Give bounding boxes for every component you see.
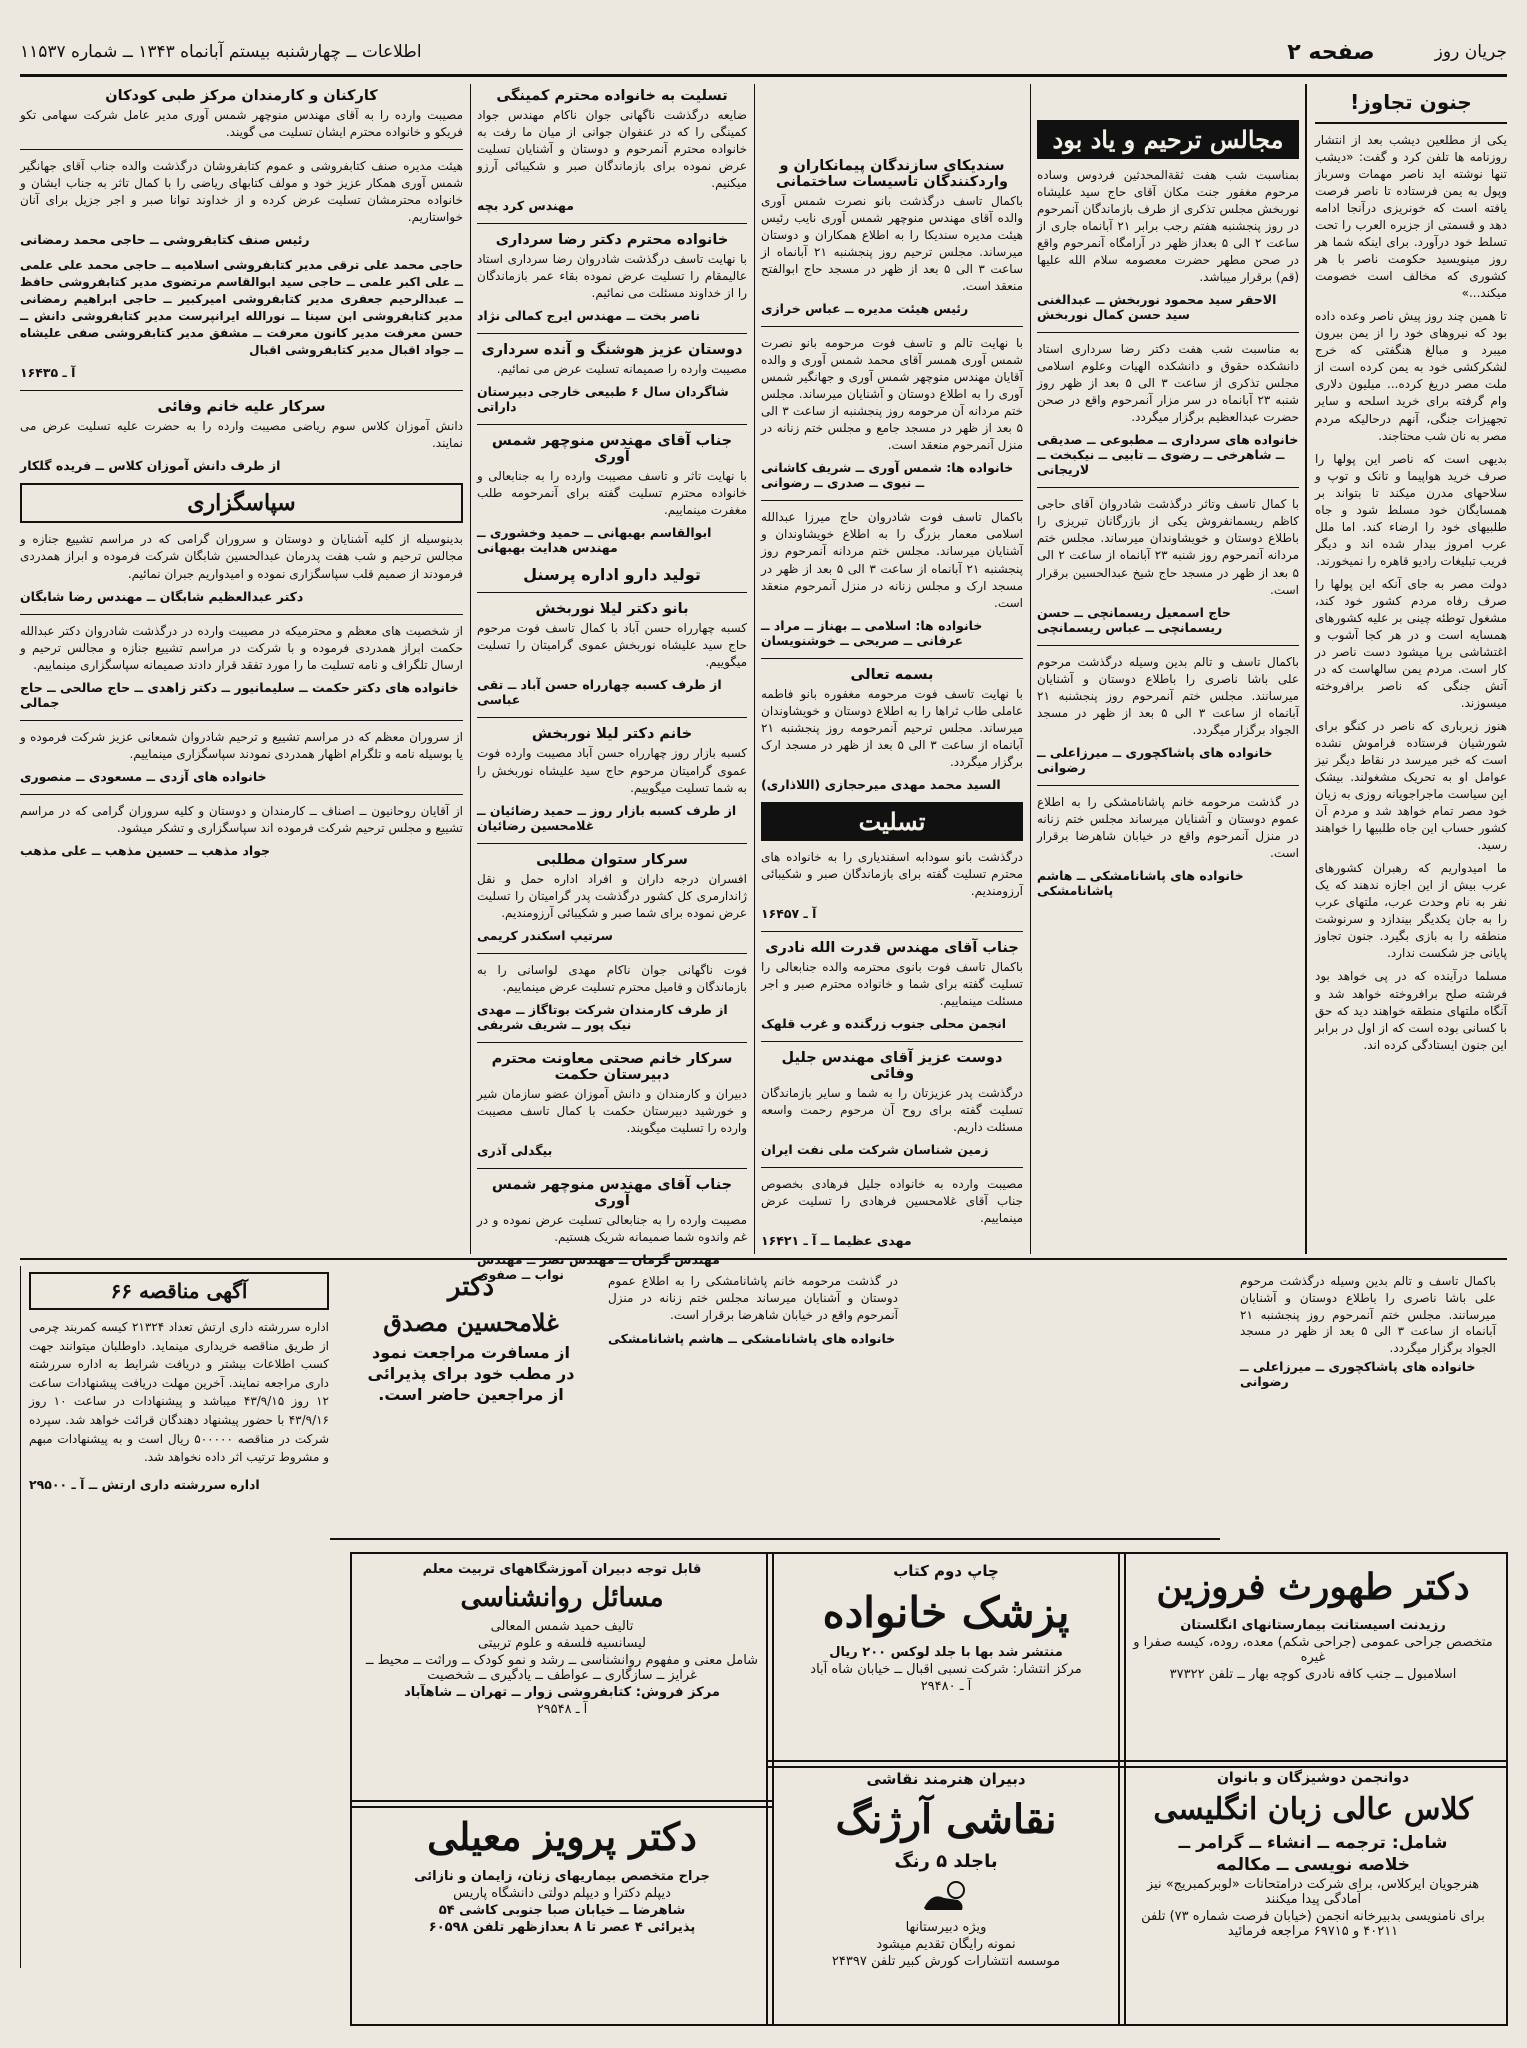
notice-title: بسمه تعالی	[850, 666, 934, 683]
notice-signature: خانواده های دکتر حکمت ــ سلیمانیور ــ دکتر زاهدی ــ حاج صالحی ــ حاج جمالی	[20, 679, 459, 710]
divider	[1037, 332, 1299, 333]
notice-text: با نهایت تالم و تاسف فوت مرحومه بانو نصرت شمس آوری همسر آقای محمد شمس آوری و والده آقایان مهندس منوچهر شمس آوری و جهانگیر شمس آوری را به اطلاع دوستان و آشنایان میرساند. مجلس ختم مردانه آن مرحومه روز پنجشنبه از ساعت ۳ الی ۵ بعد از ظهر در مسجد جامع و مجلس ختم زنانه در منزل آنمرحوم منعقد است.	[761, 336, 1023, 453]
divider	[477, 333, 747, 334]
memorial-notice	[1037, 794, 1299, 898]
notice-signature: بیگدلی آذری	[477, 1142, 553, 1158]
notice-text: از سروران معظم که در مراسم تشییع و ترحیم شادروان شمعانی عزیز شرکت فرموده و یا بوسیله نامه و تلگرام اظهار همدردی نمودند سپاسگزاری مینماییم.	[20, 729, 463, 761]
notice-text: درگذشت پدر عزیزتان را به شما و سایر بازماندگان تسلیت گفته برای روح آن مرحوم رحمت واسعه مسئلت داریم.	[761, 1085, 1023, 1134]
editorial-paragraph: مسلما درآینده که در پی خواهد بود فرشته صلح برافروخته خواهد شد و آنگاه ملتهای منطقه خواهند دید که حق با کسانی بوده است که از اول در برابر این جنون ایستادگی کرده اند.	[1315, 969, 1507, 1052]
divider	[477, 223, 747, 224]
notice-text: باکمال تاسف و تالم بدین وسیله درگذشت مرحوم علی باشا ناصری را باطلاع دوستان و آشنایان میرسانند. مجلس ختم آنمرحوم روز پنجشنبه ۲۱ آبانماه از ساعت ۳ الی ۵ بعد از ظهر در مسجد الجواد برگزار میگردد.	[1037, 654, 1299, 737]
memorial-notice	[1037, 654, 1299, 775]
ad-line: مرکز انتشار: شرکت نسبی اقبال ــ خیابان شاه آباد	[810, 1662, 1082, 1677]
notice-text: حاجی محمد علی ترقی مدیر کتابفروشی اسلامیه ــ حاجی محمد علی علمی ــ علی اکبر علمی ــ حاجی سید ابوالقاسم مرتضوی مدیر کتابفروشی حافظ ــ عبدالرحیم جعفری مدیر کتابفروشی امیرکبیر ــ حاجی ابراهیم رمضانی مدیر کتابفروشی ابن سینا ــ نورالله ایرانپرست مدیر کتابفروشی دانش ــ حسن معرفت مدیر کانون معرفت ــ مشفق مدیر کتابفروشی صفی علیشاه ــ جواد اقبال مدیر کتابفروشی اقبال	[20, 258, 463, 358]
divider	[761, 658, 1023, 659]
editorial-paragraph: یکی از مطلعین دیشب بعد از انتشار روزنامه ها تلفن کرد و گفت: «دیشب تنها نوشته اید ناصر مهمات وسرباز وپول به یمن فرستاده تا ناصر فرصت یافته است که خونریزی درآنجا ادامه دهد و قسمتی از جزیره العرب را تحت تسلط خود درآورد. برای اینکه شما هر روز مینویسید حکومت ناصر با هر کشوری که مخالف است خصومت میکند...»	[1315, 133, 1507, 301]
editorial-paragraph: هنوز زیرباری که ناصر در کنگو برای شورشیان فرستاده فراموش نشده است که خبر میرسد در نقاط دیگر نیز عوامل او به تحریک مشغولند. بیشک این سیاست ماجراجویانه روزی به زیان خود مصر تمام خواهد شد و مردم آن کشور حساب این جاه طلبیها را خواهند رسید.	[1315, 719, 1507, 853]
tender-text: اداره سررشته داری ارتش تعداد ۲۱۳۲۴ کیسه کمربند چرمی از طریق مناقصه خریداری مینماید. داوطلبان میتوانند جهت کسب اطلاعات بیشتر و دریافت شرایط به اداره سررشته داری مراجعه نمایند. آخرین مهلت دریافت پیشنهادات ساعت ۱۲ روز ۴۳/۹/۱۵ میباشد و پیشنهادات در ساعت ۱۰ روز ۴۳/۹/۱۶ با حضور پیشنهاد دهندگان قرائت خواهد شد. سپرده شرکت در مناقصه ۵۰۰۰۰۰ ریال است و به پیشنهادات مبهم و مشروط ترتیب اثر داده نخواهد شد.	[29, 1320, 330, 1465]
notice-title: خانواده محترم دکتر رضا سرداری	[495, 232, 729, 249]
lower-right-notice	[1232, 1266, 1504, 1548]
column-rule	[1305, 84, 1307, 1254]
lion-sun-emblem-icon	[776, 1878, 1116, 1914]
notice-text: فوت ناگهانی جوان ناکام مهدی لواسانی را به بازماندگان و فامیل محترم تسلیت عرض مینماییم.	[477, 962, 747, 994]
notice	[477, 962, 747, 1032]
notice	[761, 158, 1023, 316]
header-right	[1287, 40, 1507, 65]
notice-text: بدینوسیله از کلیه آشنایان و دوستان و سروران گرامی که در مراسم تشییع جنازه و مجالس ترحیم و شب هفت پدرمان عبدالحسین شابگان شرکت فرموده و ابراز همدردی فرمودند از صمیم قلب سپاسگزاری نموده و امیدواریم جبران نمائیم.	[20, 532, 463, 581]
ad-line: دبیران هنرمند نقاشی	[866, 1770, 1026, 1788]
notice-signature: آ ـ ۱۶۴۵۷	[761, 905, 817, 921]
tender-signature: اداره سررشته داری ارتش ــ آ ـ ۲۹۵۰۰	[29, 1476, 260, 1492]
notice	[761, 335, 1023, 490]
notice-text: مصیبت وارده را صمیمانه تسلیت عرض می نمائیم.	[496, 362, 747, 377]
divider	[477, 592, 747, 593]
notice-title: سرکار ستوان مطلبی	[536, 851, 688, 868]
editorial-paragraph: ما امیدواریم که رهبران کشورهای عرب بیش از این اجازه ندهند که یک نفر به نام وحدت عرب، ملتهای عرب را به جان یکدیگر بیندازد و سرنوشت منطقه را به بازی بگیرد. جنون تجاوز پایانی جز شکست ندارد.	[1315, 861, 1507, 961]
editorial-body	[1315, 132, 1507, 1054]
notice-text: از آقایان روحانیون ــ اصناف ــ کارمندان و دوستان و کلیه سروران گرامی که در مراسم تشییع و مجلس ترحیم شرکت فرموده اند سپاسگزاری و تشکر میشود.	[20, 803, 463, 835]
divider	[477, 843, 747, 844]
notice-signature: زمین شناسان شرکت ملی نفت ایران	[761, 1142, 989, 1158]
doctor-moali-ad	[350, 1800, 774, 2026]
editorial-paragraph: دولت مصر به جای آنکه این پولها را صرف رفاه مردم کشور خود کند، مشغول توطئه چینی بر علیه کشورهای همسایه است و در هر کجا آشوب و اغتشاشی برپا میشود دست ناصر در کار است. مردم یمن سالهاست که در آتش جنگی که ناصر برافروخته میسوزند.	[1315, 576, 1507, 710]
ad-title: دکتر	[447, 1272, 495, 1302]
notice-signature: از طرف دانش آموزان کلاس ــ فریده گلکار	[20, 458, 281, 474]
notice-text: مصیبت وارده را به جنابعالی تسلیت عرض نموده و در غم واندوه شما صمیمانه شریک هستیم.	[477, 1212, 747, 1244]
notice	[20, 88, 463, 141]
divider	[20, 614, 463, 615]
ad-line: لیسانسیه فلسفه و علوم تربیتی	[478, 1636, 646, 1651]
ad-code: آ ـ ۲۹۵۴۸	[536, 1702, 588, 1717]
notice-text: باکمال تاسف درگذشت بانو نصرت شمس آوری والده آقای مهندس منوچهر شمس آوری نایب رئیس هیئت مدیره سندیکا را به اطلاع همکاران و دوستان میرساند. مجلس ترحیم روز پنجشنبه ۲۱ آبانماه از ساعت ۳ الی ۵ بعد از ظهر در مسجد حاج ابوالفتح منعقد است.	[761, 194, 1024, 294]
notice-signature: سرتیپ اسکندر کریمی	[477, 927, 613, 943]
ad-line: متخصص جراحی عمومی (جراحی شکم) معده، روده، کیسه صفرا و غیره	[1133, 1635, 1493, 1665]
notice-signature: حاج اسمعیل ریسمانچی ــ حسن ریسمانچی ــ عباس ریسمانچی	[1037, 604, 1231, 635]
book-title: نقاشی آرژنگ	[835, 1796, 1057, 1843]
notice	[477, 88, 747, 213]
section-title: جریان روز	[1434, 42, 1507, 62]
ad-line: در مطب خود برای پذیرائی	[367, 1364, 575, 1383]
condolence-banner: تسلیت	[761, 802, 1023, 841]
notice-title: جناب آقای مهندس منوچهر شمس آوری	[491, 1176, 733, 1209]
memorial-notices-continued	[600, 1266, 906, 1578]
psychology-book-ad	[350, 1552, 774, 1808]
notice	[477, 1051, 747, 1158]
notice-signature: خانواده ها: اسلامی ــ بهناز ــ مراد ــ عرفانی ــ صریحی ــ خوشنویسان	[761, 617, 983, 648]
notice-text: باکمال تاسف فوت بانوی محترمه والده جنابعالی را تسلیت گفته برای شما و خانواده محترم صبر و اجر مسئلت مینماییم.	[761, 959, 1023, 1008]
ad-line: پذیرائی ۴ عصر تا ۸ بعدازظهر تلفن ۶۰۵۹۸	[428, 1920, 696, 1935]
continued-notice-signature: خانواده های پاشانامشکی ــ هاشم پاشانامشکی	[608, 1331, 896, 1347]
divider	[477, 953, 747, 954]
notice-text: مصیبت وارده را به آقای مهندس منوچهر شمس آوری مدیر عامل شرکت سهامی تکو فریکو و خانواده محترم ایشان تسلیت می گویند.	[20, 108, 463, 140]
divider	[20, 149, 463, 150]
memorial-notice	[1037, 341, 1299, 477]
notice	[20, 257, 463, 380]
notice-signature: خانواده های سرداری ــ مطبوعی ــ صدیقی ــ شاهرخی ــ رضوی ــ تابیی ــ نیکبخت ــ لاریجانی	[1037, 432, 1299, 478]
doctor-name: دکتر طهورث فروزین	[1156, 1566, 1470, 1608]
notice-text: باکمال تاسف و تالم بدین وسیله درگذشت مرحوم علی باشا ناصری را باطلاع دوستان و آشنایان میرسانند. مجلس ختم آنمرحوم روز پنجشنبه ۲۱ آبانماه از ساعت ۳ الی ۵ بعد از ظهر در مسجد الجواد برگزار میگردد.	[1240, 1274, 1496, 1356]
notice-signature: از طرف کسبه چهارراه حسن آباد ــ تقی عباسی	[477, 677, 722, 708]
ad-line: اسلامبول ــ جنب کافه نادری کوچه بهار ــ تلفن ۳۷۳۲۲	[1169, 1667, 1457, 1682]
notice-text: مصیبت وارده به خانواده جلیل فرهادی بخصوص جناب آقای غلامحسین فرهادی را تسلیت عرض مینماییم.	[761, 1177, 1023, 1226]
ads-top-rule	[20, 1258, 1507, 1260]
notice-signature: از طرف کارمندان شرکت بوتاگاز ــ مهدی نیک پور ــ شریف شریفی	[477, 1001, 728, 1032]
condolence-column-b	[477, 84, 747, 1282]
notice-title: دوست عزیز آقای مهندس جلیل وفائی	[781, 1049, 1003, 1082]
doctor-name: غلامحسین مصدق	[383, 1308, 559, 1337]
notice	[477, 232, 747, 323]
ads-mid-rule	[330, 1538, 1220, 1540]
notice-title: تسلیت به خانواده محترم کمینگی	[496, 88, 728, 104]
family-doctor-book-ad	[766, 1552, 1126, 1768]
ad-line: از مسافرت مراجعت نمود	[372, 1343, 570, 1362]
ad-line: برای نامنویسی بدبیرخانه انجمن (خیابان فرصت شماره ۷۳) تلفن ۴۰۲۱۱ و ۶۹۷۱۵ مراجعه فرمائید	[1141, 1909, 1485, 1939]
ad-line: دوانجمن دوشیزگان و بانوان	[1216, 1770, 1410, 1786]
ad-line: جراح متخصص بیماریهای زنان، زایمان و نازائی	[414, 1869, 710, 1884]
notice-signature: خانواده های پاشانامشکی ــ هاشم پاشانامشکی	[1037, 867, 1244, 898]
notice-signature: جواد مذهب ــ حسین مذهب ــ علی مذهب	[20, 842, 271, 858]
book-title: مسائل روانشناسی	[460, 1583, 664, 1613]
arzhang-painting-ad	[766, 1760, 1126, 2026]
divider	[20, 390, 463, 391]
notice-signature: انجمن محلی جنوب زرگنده و غرب قلهک	[761, 1015, 1007, 1031]
notice-text: از شخصیت های معظم و محترمیکه در مصیبت وارده در درگذشت شادروان دکتر عبدالله حکمت ابراز همدردی فرموده و با شرکت در مراسم تشییع جنازه و مجالس ترحیم و ارسال تلگراف و نامه تسلیت ما را مورد تفقد قرار دادند صمیمانه سپاسگزاری مینماییم.	[20, 623, 463, 672]
page-header	[20, 30, 1507, 77]
divider	[761, 931, 1023, 932]
notice-signature: خانواده های پاشاکچوری ــ میرزاعلی ــ رضوانی	[1037, 744, 1273, 775]
memorial-notice	[1037, 496, 1299, 634]
notice-signature: خانواده های آزدی ــ مسعودی ــ منصوری	[20, 768, 267, 784]
notice-title: جناب آقای مهندس قدرت الله نادری	[765, 939, 1019, 956]
class-title: کلاس عالی زبان انگلیسی	[1153, 1792, 1473, 1827]
tender-ad	[20, 1266, 337, 1968]
condolence-column-c	[20, 84, 463, 1204]
divider	[20, 794, 463, 795]
divider	[477, 1042, 747, 1043]
notice-text: دبیران و کارمندان و دانش آموزان عضو سازمان شیر و خورشید دبیرستان حکمت با کمال تاسف مصیبت وارده را تسلیت میگویند.	[477, 1086, 747, 1135]
ad-line: منتشر شد بها با جلد لوکس ۲۰۰ ریال	[829, 1645, 1063, 1660]
notice-text: در گذشت مرحومه خانم پاشانامشکی را به اطلاع عموم دوستان و آشنایان میرساند مجلس ختم زنانه در منزل آنمرحوم واقع در خیابان شاهرضا برقرار است.	[1037, 794, 1299, 860]
doctor-name: دکتر پرویز معیلی	[427, 1814, 697, 1859]
notice-signature: الاحقر سید محمود نوربخش ــ عبدالغنی سید حسن کمال نوربخش	[1037, 292, 1277, 323]
memorial-notice	[1037, 167, 1299, 322]
notice-title: دوستان عزیز هوشنگ و آنده سرداری	[481, 342, 743, 359]
notice	[477, 726, 747, 832]
thanks-notice	[20, 531, 463, 603]
thanks-notice	[20, 623, 463, 710]
tender-title: آگهی مناقصه ۶۶	[29, 1272, 329, 1310]
ad-line: تالیف حمید شمس المعالی	[490, 1619, 634, 1634]
divider	[1037, 785, 1299, 786]
memorial-column	[1037, 84, 1299, 1254]
ad-line: قابل توجه دبیران آموزشگاههای تربیت معلم	[422, 1562, 702, 1577]
notice-signature: خانواده های پاشاکچوری ــ میرزاعلی ــ رضوانی	[1240, 1358, 1476, 1389]
notice	[761, 1176, 1023, 1248]
notice-text: هیئت مدیره صنف کتابفروشی و عموم کتابفروشان درگذشت والده جناب آقای جهانگیر شمس آوری همکار عزیز خود و مولف کتابهای ریاضی را با کمال تاثر به جناب ایشان و خانواده محترمشان تسلیت عرض کرده و از خداوند توانا صبر و اجر جزیل برای آنان خواستاریم.	[20, 159, 463, 225]
thanks-banner: سپاسگزاری	[20, 483, 463, 523]
ad-line: نمونه رایگان تقدیم میشود	[876, 1937, 1016, 1952]
ad-line: باجلد ۵ رنگ	[894, 1851, 998, 1872]
notice-text: کسبه بازار روز چهارراه حسن آباد مصیبت وارده فوت عموی گرامیتان مرحوم حاج سید علیشاه نوربخش را به شما تسلیت میگوییم.	[477, 746, 747, 795]
notice-title: سرکار علیه خانم وفائی	[157, 399, 326, 416]
divider	[761, 500, 1023, 501]
notice-signature: آ ـ ۱۶۴۳۵	[20, 365, 76, 381]
notice-title: تولید دارو اداره پرسنل	[523, 565, 701, 585]
ad-line: دیپلم دکترا و دیپلم دولتی دانشگاه پاریس	[453, 1886, 671, 1901]
notice-signature: ابوالقاسم بهبهانی ــ حمید وخشوری ــ مهندس هدایت بهبهانی	[477, 525, 712, 556]
condolence-column-a	[761, 84, 1023, 1254]
ad-line: شامل: ترجمه ــ انشاء ــ گرامر ــ	[1178, 1833, 1448, 1853]
ad-line: هنرجویان ایرکلاس، برای شرکت درامتحانات «لوبرکمبریج» نیز آمادگی پیدا میکنند	[1146, 1877, 1480, 1907]
editorial-column	[1315, 84, 1507, 1254]
notice-text: درگذشت بانو سودابه اسفندیاری را به خانواده های محترم تسلیت گفته برای بازماندگان صبر و شکیبائی آرزومندیم.	[761, 849, 1023, 898]
notice-signature: ناصر بخت ــ مهندس ایرج کمالی نژاد	[477, 308, 701, 324]
notice-text: باکمال تاسف فوت شادروان حاج میرزا عبدالله اسلامی معمار بزرگ را به اطلاع خویشاوندان و آشنایان میرساند. مجلس ختم مردانه آنمرحوم روز پنجشنبه ۲۱ آبانماه از ساعت ۳ الی ۵ بعد از ظهر در مسجد ارک و مجلس زنانه در منزل آنمرحوم منعقد است.	[761, 510, 1023, 610]
notice-title: خانم دکتر لیلا نوربخش	[531, 726, 693, 743]
notice	[477, 852, 747, 943]
ad-code: آ ـ ۲۹۴۸۰	[920, 1679, 972, 1694]
notice-text: کسبه چهارراه حسن آباد با کمال تاسف فوت مرحوم حاج سید علیشاه نوربخش عموی گرامیتان را تسلیت میگوییم.	[477, 621, 747, 670]
ad-line: شامل معنی و مفهوم روانشناسی ــ رشد و نمو کودک ــ وراثت ــ محیط ــ غرایز ــ سازگاری ــ عواطف ــ یادگیری ــ شخصیت	[365, 1653, 759, 1683]
ad-line: موسسه انتشارات کورش کبیر تلفن ۲۴۳۹۷	[831, 1954, 1061, 1969]
notice-text: افسران درجه داران و افراد اداره حمل و نقل ژاندارمری کل کشور درگذشت پدر گرامیتان را تسلیت عرض نموده برای شما صبر و شکیبائی آرزومندیم.	[477, 871, 747, 920]
column-rule	[1030, 84, 1031, 1254]
ad-line: خلاصه نویسی ــ مکالمه	[1215, 1855, 1411, 1875]
editorial-paragraph: بدیهی است که ناصر این پولها را صرف خرید هواپیما و تانک و توپ و سلاحهای مدرن میکند تا بتواند بر همسایگان خود مسلط شود و جاه طلبیهای خود را ارضاء کند. اما ملل عرب امروز بیدار شده اند و دیگر فریب تبلیغات رادیو قاهره را نمیخورند.	[1315, 451, 1507, 568]
thanks-notice	[20, 803, 463, 858]
notice-title: کارکنان و کارمندان مرکز طبی کودکان	[105, 88, 378, 104]
notice	[477, 601, 747, 707]
notice-signature: خانواده ها: شمس آوری ــ شریف کاشانی ــ نبوی ــ صدری ــ رضوانی	[761, 460, 1014, 491]
notice-text: به مناسبت شب هفت دکتر رضا سرداری استاد دانشکده حقوق و دانشکده الهیات وعلوم اسلامی مجلس تذکری از ساعت ۳ الی ۵ بعد از ظهر روز شنبه ۲۳ آبانماه در سر مزار آنمرحوم واقع در صحن حضرت عبدالعظیم برگزار میگردد.	[1037, 342, 1300, 425]
notice-signature: دکتر عبدالعظیم شابگان ــ مهندس رضا شابگان	[20, 588, 304, 604]
notice-text: دانش آموزان کلاس سوم ریاضی مصیبت وارده را به حضرت علیه تسلیت عرض می نمایند.	[20, 419, 463, 451]
notice-signature: رئیس صنف کتابفروشی ــ حاجی محمد رمضانی	[20, 232, 310, 248]
memorial-banner: مجالس ترحیم و یاد بود	[1037, 120, 1299, 159]
divider	[477, 1168, 747, 1169]
divider	[1037, 487, 1299, 488]
notice	[761, 849, 1023, 921]
notice-signature: شاگردان سال ۶ طبیعی خارجی دبیرستان داراتی	[477, 384, 729, 415]
notice-signature: نواب ــ صفوی	[477, 1266, 564, 1282]
notice-signature: السید محمد مهدی میرحجازی (اللاذاری)	[761, 776, 1001, 792]
divider	[761, 1167, 1023, 1168]
notice	[761, 940, 1023, 1031]
continued-notice-text: در گذشت مرحومه خانم پاشانامشکی را به اطلاع عموم دوستان و آشنایان میرساند مجلس ختم زنانه در منزل آنمرحوم واقع در خیابان شاهرضا برقرار است.	[608, 1274, 898, 1322]
notice-signature: از طرف کسبه بازار روز ــ حمید رضائیان ــ غلامحسین رضائیان	[477, 802, 737, 833]
notice-title: سرکار خانم صحتی معاونت محترم دبیرستان حکمت	[491, 1050, 733, 1083]
notice-signature: مهدی عظیما ــ آ ـ ۱۶۴۲۱	[761, 1233, 912, 1249]
ad-line: چاپ دوم کتاب	[893, 1562, 999, 1580]
notice-signature: مهندس کرد بچه	[477, 198, 575, 214]
column-rule	[754, 84, 755, 1254]
notice-text: با نهایت تاثر و تاسف مصیبت وارده را به جنابعالی و خانواده محترم تسلیت گفته برای آنمرحومه طلب مغفرت مینماییم.	[477, 469, 747, 518]
notice-text: ضایعه درگذشت ناگهانی جوان ناکام مهندس جواد کمینگی را که در عنفوان جوانی از میان ما رفت به خانواده محترم آنمرحوم و دوستان و آشنایان تسلیت عرض نموده برای بازماندگان صبر و شکیبائی آرزو میکنیم.	[477, 108, 747, 191]
divider	[761, 1041, 1023, 1042]
notice-text: بمناسبت شب هفت ثقةالمحدثین فردوس وساده مرحوم مغفور جنت مکان آقای حاج سید علیشاه نوربخش مجلس تذکری از طرف بازماندگان آنمرحوم در روز پنجشنبه هفتم رجب برابر ۲۱ آبانماه جاری از ساعت ۲ الی ۵ بعداز ظهر در آرامگاه آنمرحوم واقع در صحن مطهر حضرت معصومه سلام الله علیها (قم) برقرار میباشد.	[1037, 168, 1300, 285]
book-title: پزشک خانواده	[822, 1588, 1070, 1637]
english-class-ad	[1118, 1760, 1508, 2026]
divider	[1037, 645, 1299, 646]
ad-line: شاهرضا ــ خیابان صبا جنوبی کاشی ۵۴	[438, 1903, 686, 1918]
notice	[761, 509, 1023, 647]
divider	[761, 326, 1023, 327]
column-rule	[470, 84, 471, 1254]
notice-title: جناب آقای مهندس منوچهر شمس آوری	[491, 433, 733, 466]
editorial-title: جنون تجاوز!	[1315, 84, 1507, 124]
notice	[761, 1050, 1023, 1157]
doctor-taheri-ad	[1118, 1552, 1508, 1768]
divider	[477, 424, 747, 425]
notice-text: با نهایت تاسف درگذشت شادروان رضا سرداری استاد عالیمقام را تسلیت عرض نموده بقاء عمر بازماندگان را از خداوند مسئلت می نمائیم.	[477, 252, 747, 301]
ad-line: از مراجعین حاضر است.	[378, 1385, 564, 1404]
ad-line: رزیدنت اسیستانت بیمارستانهای انگلستان	[1180, 1618, 1446, 1633]
notice-text: با نهایت تاسف فوت مرحومه مغفوره بانو فاطمه عاملی طاب ثراها را به اطلاع دوستان و خویشاوندان میرساند. مجلس ترحیم آنمرحومه روز پنجشنبه ۲۱ آبانماه از ساعت ۳ الی ۵ بعد از ظهر در مسجد ارک برگزار میگردد.	[761, 686, 1023, 769]
notice	[761, 667, 1023, 792]
masthead: اطلاعات ــ چهارشنبه بیستم آبانماه ۱۳۴۳ ــ شماره ۱۱۵۳۷	[20, 42, 422, 62]
divider	[20, 720, 463, 721]
notice-title: سندیکای سازندگان پیمانکاران و واردکنندگان تاسیسات ساختمانی	[776, 158, 1008, 190]
notice	[477, 342, 747, 414]
ad-line: ویژه دبیرستانها	[905, 1920, 987, 1935]
notice	[20, 399, 463, 473]
notice-title: بانو دکتر لیلا نوربخش	[535, 601, 689, 618]
doctor-mosaddegh-ad	[336, 1266, 606, 1578]
notice	[477, 433, 747, 555]
page-number: صفحه ۲	[1287, 39, 1375, 65]
banner-spacer	[761, 84, 1023, 154]
notice-signature: رئیس هیئت مدیره ــ عباس خرازی	[761, 301, 969, 317]
editorial-paragraph: تا همین چند روز پیش ناصر وعده داده بود که نیروهای خود را از یمن بیرون میبرد و مبالغ هنگفتی که خرج لشکرکشی خود به یمن کرده است از ملت مصر دریغ کرده... میلیون دلاری وام گرفته برای خرید اسلحه و سایر تجهیزات جنگی، آنهم درحالیکه مردم مصر به نان شب محتاجند.	[1315, 309, 1507, 443]
ad-line: مرکز فروش: کتابفروشی زوار ــ تهران ــ شاهآباد	[404, 1685, 720, 1700]
thanks-notice	[20, 729, 463, 784]
notice-text: با کمال تاسف وتاثر درگذشت شادروان آقای حاجی کاظم ریسمانفروش یکی از بازرگانان تبریزی را باطلاع دوستان و خویشاوندان میرساند. مجلس ختم مردانه آنمرحوم روز شنبه ۲۳ آبانماه از ساعت ۲ الی ۵ بعد از ظهر در مسجد حاج شیخ عبدالحسین برقرار است.	[1037, 497, 1299, 597]
divider	[477, 717, 747, 718]
notice	[20, 158, 463, 247]
